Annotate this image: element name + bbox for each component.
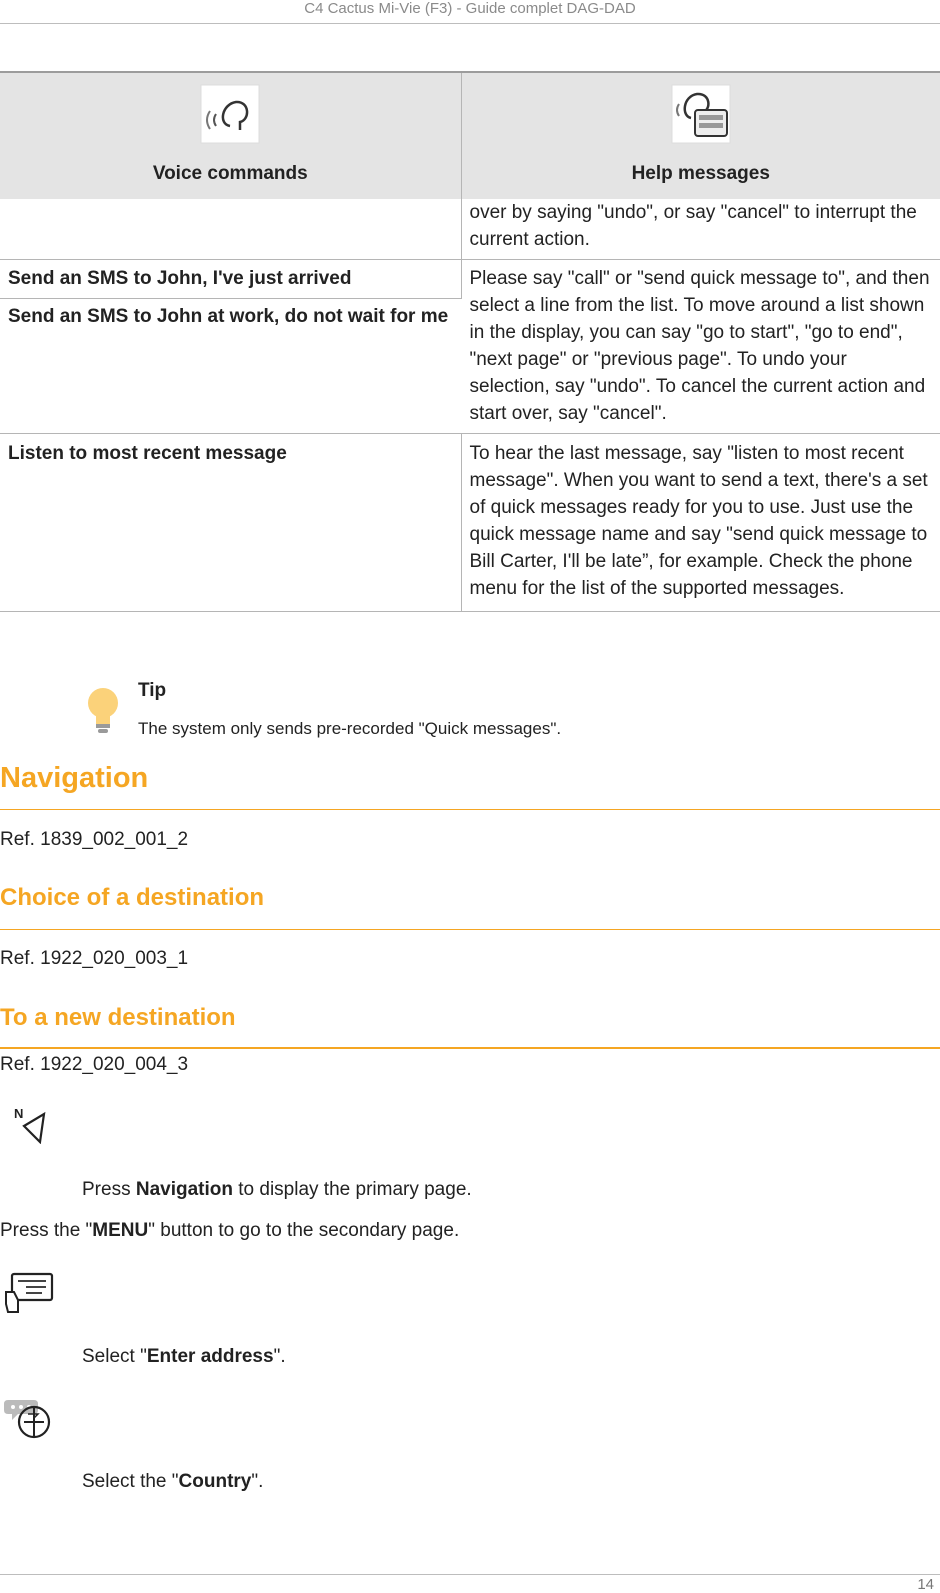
- help-message-icon: [671, 84, 731, 144]
- step-keyword: Navigation: [135, 1179, 233, 1200]
- voice-commands-table: [0, 71, 940, 612]
- table-row: [0, 260, 940, 299]
- table-cell-command: [0, 199, 461, 260]
- reference-navigation: Ref. 1839_002_001_2: [0, 829, 189, 850]
- section-heading-choice: Choice of a destination: [0, 884, 940, 930]
- table-row: [0, 434, 940, 612]
- country-select-icon: [4, 1396, 54, 1440]
- table-cell-command: Listen to most recent message: [0, 434, 461, 612]
- table-row: [0, 199, 940, 260]
- document-title: C4 Cactus Mi-Vie (F3) - Guide complet DAG-DAD: [304, 0, 636, 17]
- tip-text: The system only sends pre-recorded "Quick messages".: [138, 719, 562, 738]
- reference-new-destination: Ref. 1922_020_004_3: [0, 1054, 189, 1075]
- voice-command-icon: [200, 84, 260, 144]
- column-header-voice-commands: [0, 72, 461, 199]
- step-keyword: Country: [178, 1471, 252, 1492]
- footer-divider: [0, 1574, 940, 1575]
- tip-title: Tip: [138, 680, 167, 701]
- table-cell-help: Please say "call" or "send quick message to", and then select a line from the list. To move around a list shown in the display, you can say "go to start", "go to end", "next page" or "previous page". To undo your selection, say "undo". To cancel the current action and start over, say "cancel".: [461, 260, 940, 434]
- lightbulb-icon: [86, 686, 120, 734]
- step-keyword: MENU: [92, 1220, 149, 1241]
- svg-text:N: N: [14, 1106, 24, 1121]
- page-number: 14: [917, 1576, 934, 1593]
- column-header-help-messages: [461, 72, 940, 199]
- step-press-menu: Press the "MENU" button to go to the secondary page.: [0, 1220, 460, 1241]
- table-cell-command: Send an SMS to John at work, do not wait for me: [0, 299, 461, 434]
- table-cell-help: over by saying "undo", or say "cancel" to interrupt the current action.: [461, 199, 940, 260]
- step-press-navigation: Press Navigation to display the primary page.: [82, 1179, 472, 1200]
- step-keyword: Enter address: [146, 1346, 274, 1367]
- table-cell-command: Send an SMS to John, I've just arrived: [0, 260, 461, 299]
- column-header-label: Help messages: [631, 163, 770, 184]
- section-heading-navigation: Navigation: [0, 762, 940, 810]
- reference-choice: Ref. 1922_020_003_1: [0, 948, 189, 969]
- column-header-label: Voice commands: [152, 163, 308, 184]
- running-header: [0, 0, 940, 24]
- section-heading-new-destination: To a new destination: [0, 1004, 940, 1049]
- step-select-country: Select the "Country".: [82, 1471, 264, 1492]
- table-cell-help: To hear the last message, say "listen to most recent message". When you want to send a text, there's a set of quick messages ready for you to use. Just use the quick message name and say "send quick message to Bill Carter, I'll be late”, for example. Check the phone menu for the list of the supported messages.: [461, 434, 940, 612]
- navigation-icon: [14, 1104, 48, 1144]
- enter-address-icon: [4, 1272, 54, 1314]
- step-enter-address: Select "Enter address".: [82, 1346, 286, 1367]
